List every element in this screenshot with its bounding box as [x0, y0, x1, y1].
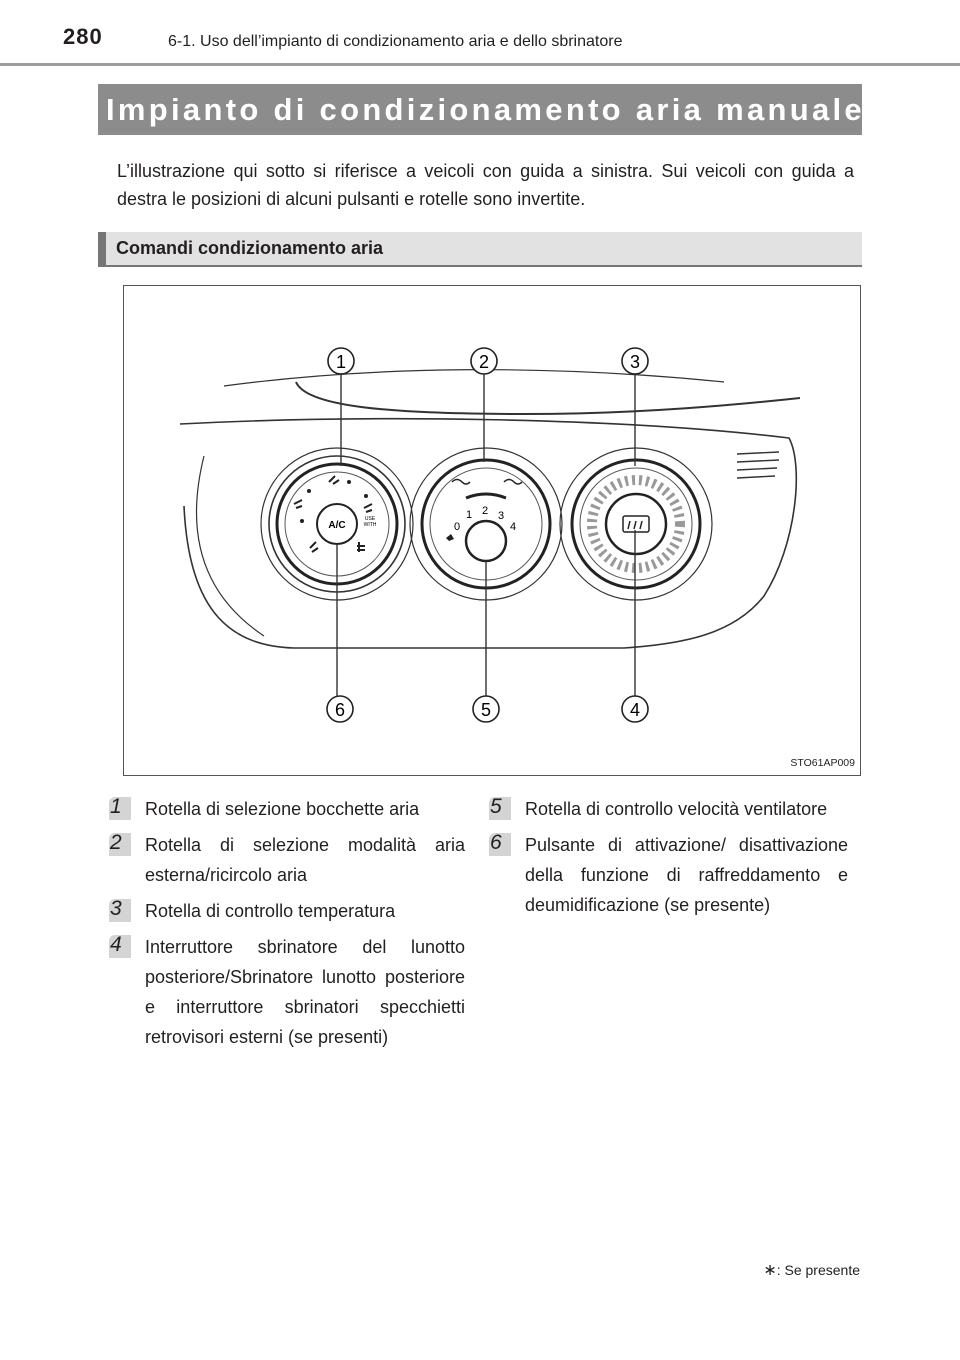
- callout-5: 5: [480, 700, 492, 720]
- legend-item: [110, 896, 465, 926]
- dashboard-upper-contour: [296, 382, 800, 414]
- fan-speed-0: 0: [454, 521, 461, 533]
- legend-right-column: [490, 794, 848, 920]
- fan-speed-4: 4: [510, 521, 517, 533]
- page-number: 280: [63, 24, 103, 49]
- callout-2: 2: [478, 352, 490, 372]
- control-panel-illustration: [124, 286, 861, 776]
- legend-number-badge: 3: [109, 899, 131, 922]
- legend-text: Interruttore sbrinatore del lunotto posteriore/Sbrinatore lunotto posteriore e interruttore sbrinatori specchietti retrovisori esterni (se presenti): [145, 937, 465, 1047]
- legend-text: Pulsante di attivazione/ disattivazione della funzione di raffreddamento e deumidificazione (se presente): [525, 835, 848, 915]
- fan-speed-1: 1: [466, 509, 473, 521]
- with-label: WITH: [363, 522, 377, 528]
- footnote-text: : Se presente: [776, 1262, 860, 1278]
- ac-button-label: A/C: [328, 520, 346, 531]
- footnote: [763, 1260, 860, 1280]
- control-panel-figure: [123, 285, 861, 776]
- temperature-dial: [560, 448, 712, 600]
- legend-item: [490, 830, 848, 920]
- panel-left-edge: [197, 456, 265, 636]
- use-label: USE: [364, 516, 376, 522]
- section-title: Comandi condizionamento aria: [116, 238, 384, 258]
- callout-6: 6: [334, 700, 346, 720]
- legend-text: Rotella di selezione bocchette aria: [145, 799, 420, 819]
- legend-number-badge: 4: [109, 935, 131, 958]
- intro-paragraph: L’illustrazione qui sotto si riferisce a veicoli con guida a sinistra. Sui veicoli con guida a destra le posizioni di alcuni pulsanti e rotelle sono invertite.: [117, 161, 854, 209]
- running-header: 6-1. Uso dell’impianto di condizionamento aria e dello sbrinatore: [168, 33, 623, 50]
- figure-code: STO61AP009: [790, 757, 855, 769]
- legend-item: [110, 830, 465, 890]
- callout-1: 1: [335, 352, 347, 372]
- legend-number-badge: 6: [489, 833, 511, 856]
- legend-text: Rotella di controllo velocità ventilatore: [525, 799, 828, 819]
- header-rule: [0, 63, 960, 66]
- legend-text: Rotella di selezione modalità aria esterna/ricircolo aria: [145, 835, 465, 885]
- legend-item: [110, 932, 465, 1052]
- page-title: [106, 86, 882, 127]
- fan-speed-3: 3: [498, 510, 505, 522]
- title-marker: ∗: [864, 86, 882, 108]
- legend-number-badge: 2: [109, 833, 131, 856]
- legend-number-badge: 1: [109, 797, 131, 820]
- dashboard-top-line: [224, 370, 724, 386]
- callout-4: 4: [629, 700, 641, 720]
- legend-item: [490, 794, 848, 824]
- legend-left-column: [110, 794, 465, 1052]
- section-header: [98, 232, 862, 267]
- vent-slats: [737, 452, 779, 478]
- main-title-bar: [98, 84, 882, 135]
- legend-number-badge: 5: [489, 797, 511, 820]
- legend-text: Rotella di controllo temperatura: [145, 901, 396, 921]
- fan-speed-2: 2: [482, 505, 489, 517]
- page-title-text: Impianto di condizionamento aria manuale: [106, 92, 865, 127]
- footnote-marker: ∗: [763, 1262, 777, 1279]
- callout-3: 3: [629, 352, 641, 372]
- legend-item: [110, 794, 465, 824]
